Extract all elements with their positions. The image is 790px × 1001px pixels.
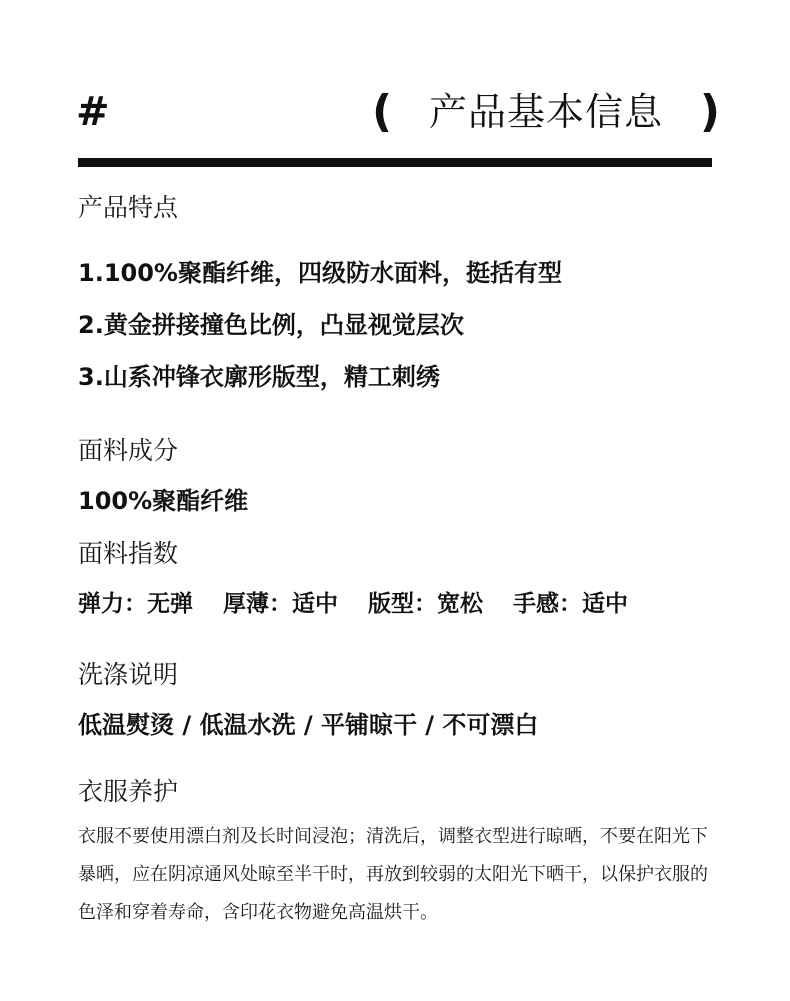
- indices-label: 面料指数: [78, 539, 179, 568]
- hash-mark: #: [76, 89, 110, 135]
- index-fit: 版型：宽松: [368, 591, 483, 617]
- feature-item-3: 3.山系冲锋衣廓形版型，精工刺绣: [78, 363, 440, 391]
- index-elasticity: 弹力：无弹: [78, 591, 193, 617]
- indices-row: [78, 587, 718, 621]
- care-label: 衣服养护: [78, 777, 179, 806]
- feature-item-1: 1.100%聚酯纤维，四级防水面料，挺括有型: [78, 259, 562, 287]
- feature-item-2: 2.黄金拼接撞色比例，凸显视觉层次: [78, 311, 464, 339]
- title-text: 产品基本信息: [428, 90, 663, 134]
- index-handfeel: 手感：适中: [513, 591, 628, 617]
- header-divider: [78, 158, 712, 167]
- index-thickness: 厚薄：适中: [223, 591, 338, 617]
- fabric-value: 100%聚酯纤维: [78, 487, 249, 515]
- wash-value: 低温熨烫 / 低温水洗 / 平铺晾干 / 不可漂白: [78, 711, 539, 739]
- features-label: 产品特点: [78, 193, 179, 222]
- care-text: 衣服不要使用漂白剂及长时间浸泡；清洗后，调整衣型进行晾晒，不要在阳光下暴晒，应在阴凉通风处晾至半干时，再放到较弱的太阳光下晒干，以保护衣服的色泽和穿着寿命，含印花衣物避免高温烘干。: [78, 826, 708, 923]
- title-open-paren: (: [372, 86, 393, 137]
- title-close-paren: ): [699, 86, 720, 137]
- page-title: [372, 82, 720, 142]
- wash-label: 洗涤说明: [78, 660, 179, 689]
- fabric-label: 面料成分: [78, 436, 179, 465]
